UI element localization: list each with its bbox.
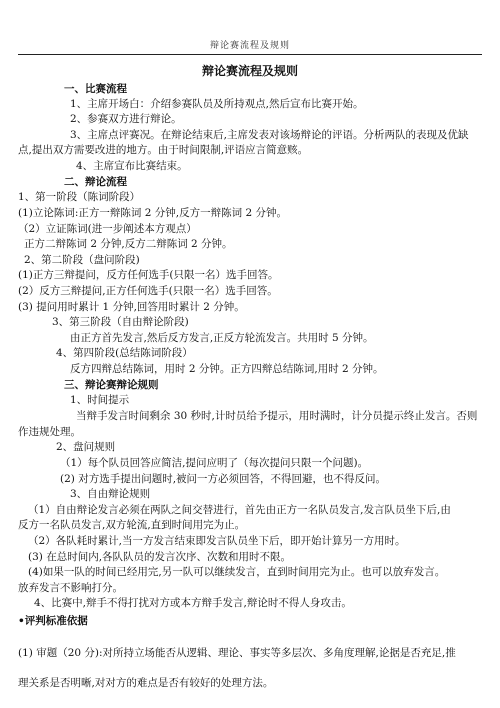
page-header: 辩论赛流程及规则	[209, 41, 290, 51]
section-heading: 三、辩论赛辩论规则	[64, 379, 159, 391]
text-line: 2、参赛双方进行辩论。	[70, 113, 182, 125]
text-line: (3) 提问用时累计 1 分钟,回答用时累计 2 分钟。	[18, 301, 245, 313]
text-line: 反方一名队员发言,双方轮流,直到时间用完为止。	[18, 519, 246, 531]
text-line: 1、第一阶段（陈词阶段）	[18, 191, 141, 203]
text-line: 4、比赛中,辩手不得打扰对方或本方辩手发言,辩论时不得人身攻击。	[34, 597, 352, 609]
text-line: 正方二辩陈词 2 分钟,反方二辩陈词 2 分钟。	[24, 238, 233, 250]
text-line: (3) 在总时间内,各队队员的发言次序、次数和用时不限。	[28, 551, 292, 563]
text-line: (1) 审题（20 分):对所持立场能否从逻辑、理论、事实等多层次、多角度理解,论据是否充足,推	[18, 647, 456, 659]
section-heading: 二、辩论流程	[64, 176, 127, 188]
text-line: 3、第三阶段（自由辩论阶段)	[52, 316, 189, 328]
text-line: 2、盘问规则	[56, 441, 116, 453]
text-line: 4、第四阶段(总结陈词阶段）	[56, 347, 193, 359]
text-line: （1）自由辩论发言必须在两队之间交替进行，首先由正方一名队员发言,发言队员坐下后,由	[28, 504, 451, 516]
text-line: 点,提出双方需要改进的地方。由于时间限制,评语应言简意赅。	[18, 144, 309, 156]
text-line: 2、第二阶段（盘问阶段)	[24, 254, 140, 266]
text-line: 1、时间提示	[70, 394, 130, 406]
text-line: 理关系是否明晰,对对方的难点是否有较好的处理方法。	[18, 677, 274, 689]
document-title: 辩论赛流程及规则	[201, 64, 298, 78]
text-line: 3、自由辩论规则	[70, 488, 151, 500]
text-line: 由正方首先发言,然后反方发言,正反方轮流发言。共用时 5 分钟。	[70, 332, 374, 344]
section-heading: •评判标准依据	[18, 615, 88, 627]
text-line: (2) 对方选手提出问题时,被问一方必须回答，不得回避，也不得反问。	[60, 473, 387, 485]
text-line: 1、主席开场白：介绍参赛队员及所持观点,然后宣布比赛开始。	[70, 98, 364, 110]
text-line: 放弃发言不影响打分。	[18, 582, 123, 594]
header-rule	[18, 54, 482, 55]
text-line: 3、主席点评赛况。在辩论结束后,主席发表对该场辩论的评语。分析两队的表现及优缺	[70, 129, 469, 141]
text-line: (1)立论陈词:正方一辩陈词 2 分钟,反方一辩陈词 2 分钟。	[18, 207, 287, 219]
text-line: (1)正方三辩提问，反方任何选手(只限一名）选手回答。	[18, 269, 279, 281]
text-line: 反方四辩总结陈词，用时 2 分钟。正方四辩总结陈词,用时 2 分钟。	[70, 363, 384, 375]
text-line: 当辩手发言时间剩余 30 秒时,计时员给予提示，用时满时，计分员提示终止发言。否则	[76, 410, 478, 422]
text-line: 作违规处理。	[18, 426, 81, 438]
text-line: （2）各队耗时累计,当一方发言结束即发言队员坐下后，即开始计算另一方用时。	[28, 535, 406, 547]
text-line: （1）每个队员回答应简洁,提问应明了（每次提问只限一个问题)。	[60, 457, 369, 469]
text-line: (4)如果一队的时间已经用完,另一队可以继续发言，直到时间用完为止。也可以放弃发言。	[28, 566, 446, 578]
text-line: （2）立证陈词(进一步阐述本方观点）	[18, 223, 197, 235]
section-heading: 一、比赛流程	[64, 83, 127, 95]
text-line: (2）反方三辩提问,正方任何选手(只限一名）选手回答。	[18, 285, 278, 297]
text-line: 4、主席宣布比赛结束。	[76, 160, 188, 172]
